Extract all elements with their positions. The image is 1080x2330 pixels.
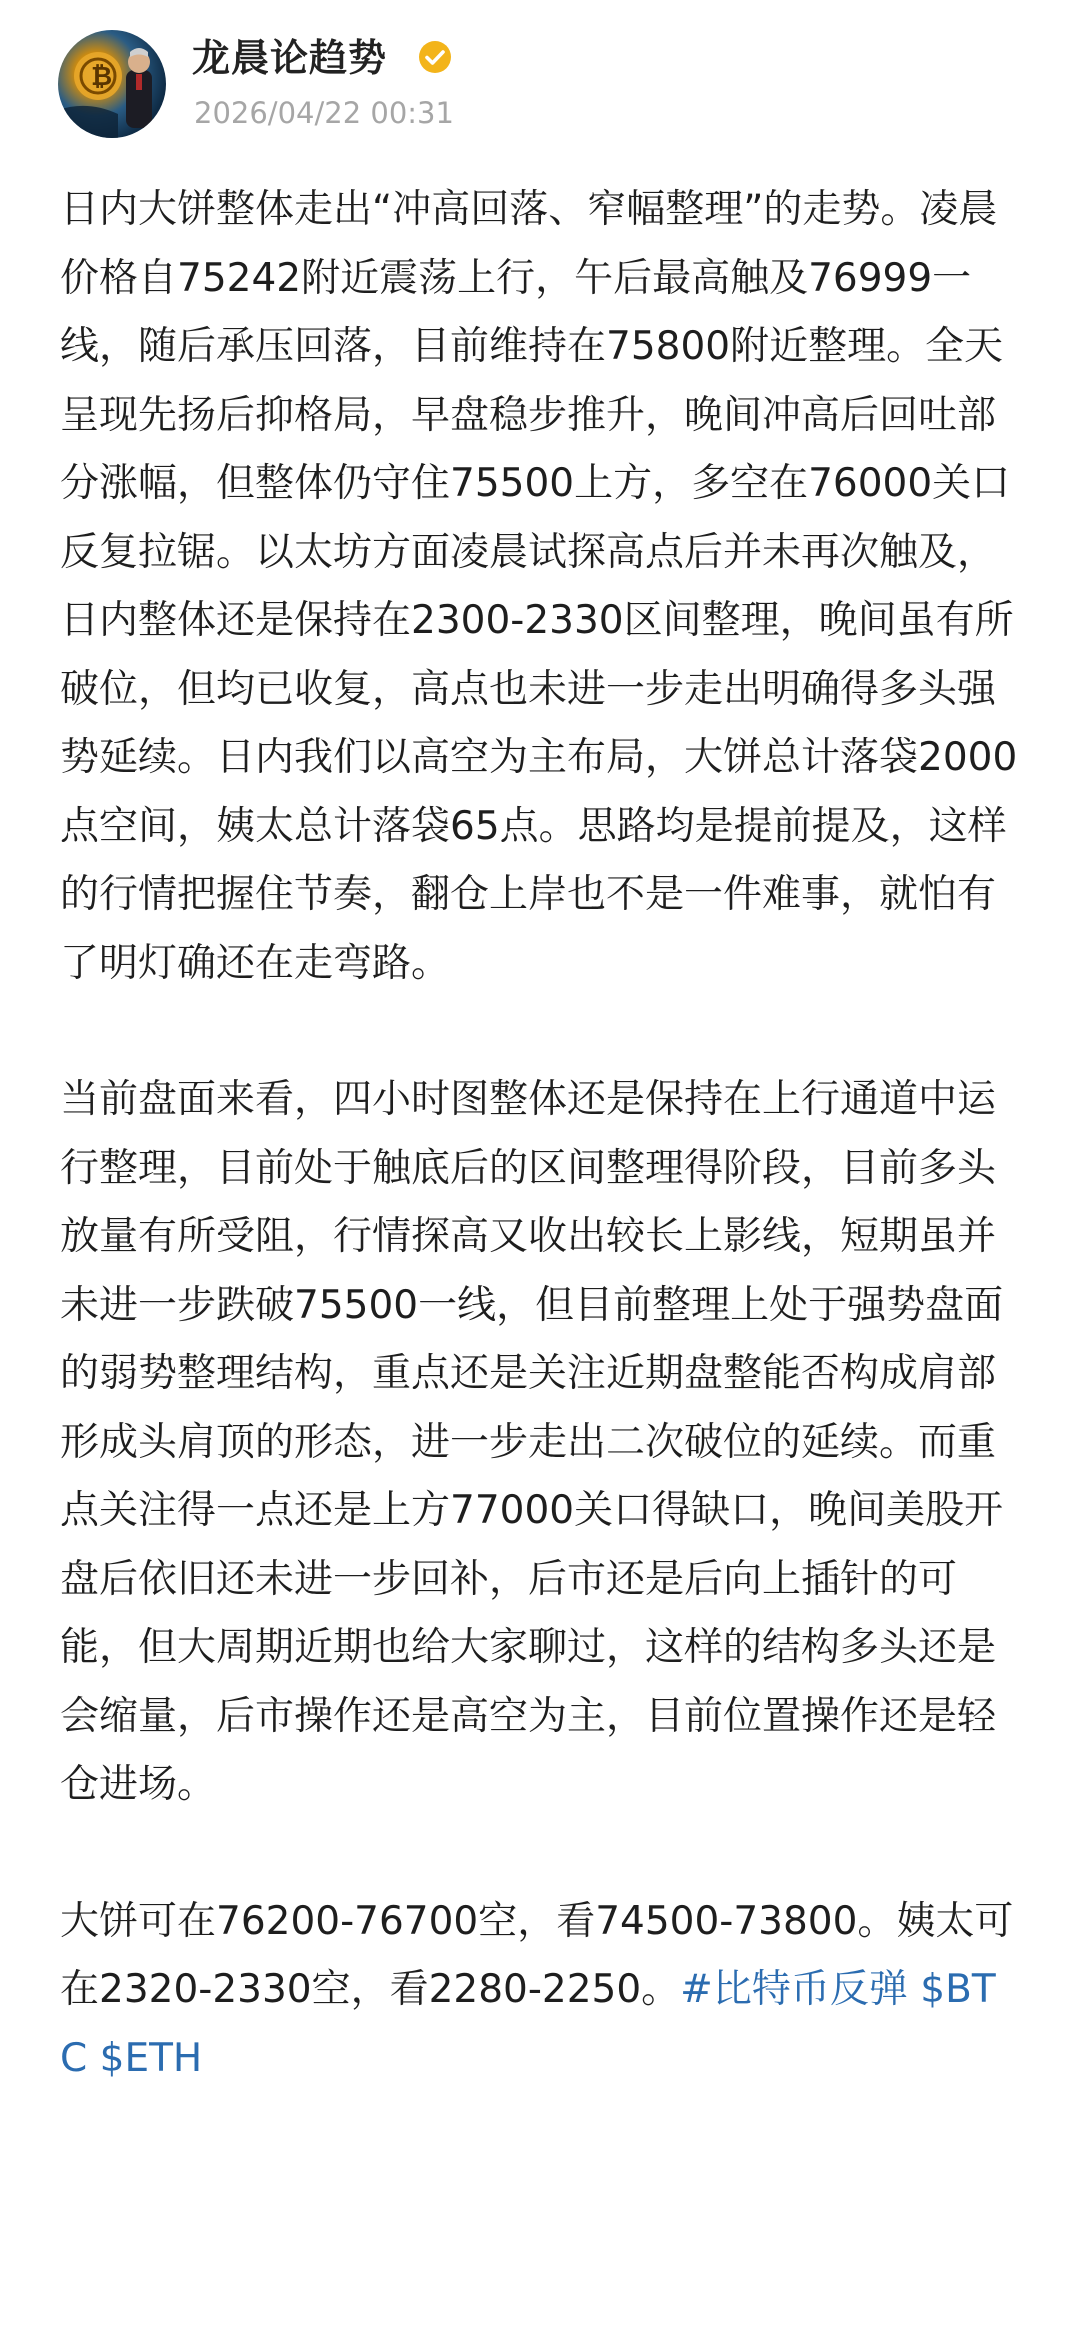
svg-text:₿: ₿: [91, 62, 113, 92]
post-paragraph-3: [60, 1888, 1020, 2094]
post-body: [60, 176, 1020, 2093]
cashtag-btc-link[interactable]: $BTC: [60, 1967, 996, 2081]
post-paragraph-1: 日内大饼整体走出“冲高回落、窄幅整理”的走势。凌晨价格自75242附近震荡上行，午后最高触及76999一线，随后承压回落，目前维持在75800附近整理。全天呈现先扬后抑格局，早盘稳步推升，晚间冲高后回吐部分涨幅，但整体仍守住75500上方，多空在76000关口反复拉锯。以太坊方面凌晨试探高点后并未再次触及，日内整体还是保持在2300-2330区间整理，晚间虽有所破位，但均已收复，高点也未进一步走出明确得多头强势延续。日内我们以高空为主布局，大饼总计落袋2000点空间，姨太总计落袋65点。思路均是提前提及，这样的行情把握住节奏，翻仓上岸也不是一件难事，就怕有了明灯确还在走弯路。: [60, 187, 1018, 986]
post-header: [0, 0, 1080, 150]
avatar[interactable]: [58, 30, 166, 138]
cashtag-eth-link[interactable]: $ETH: [99, 2035, 203, 2081]
hashtag-link[interactable]: #比特币反弹: [680, 1967, 908, 2012]
post-paragraph-2: 当前盘面来看，四小时图整体还是保持在上行通道中运行整理，目前处于触底后的区间整理得阶段，目前多头放量有所受阻，行情探高又收出较长上影线，短期虽并未进一步跌破75500一线，但目前整理上处于强势盘面的弱势整理结构，重点还是关注近期盘整能否构成肩部形成头肩顶的形态，进一步走出二次破位的延续。而重点关注得一点还是上方77000关口得缺口，晚间美股开盘后依旧还未进一步回补，后市还是后向上插针的可能，但大周期近期也给大家聊过，这样的结构多头还是会缩量，后市操作还是高空为主，目前位置操作还是轻仓进场。: [60, 1077, 1004, 1807]
verified-badge-icon: [418, 40, 452, 74]
avatar-image: [58, 30, 166, 138]
post-timestamp: 2026/04/22 00:31: [194, 96, 454, 130]
author-name[interactable]: 龙晨论趋势: [192, 36, 388, 80]
post-paragraph-3-text: 大饼可在76200-76700空，看74500-73800。姨太可在2320-2330空，看2280-2250。: [60, 1898, 1014, 2012]
